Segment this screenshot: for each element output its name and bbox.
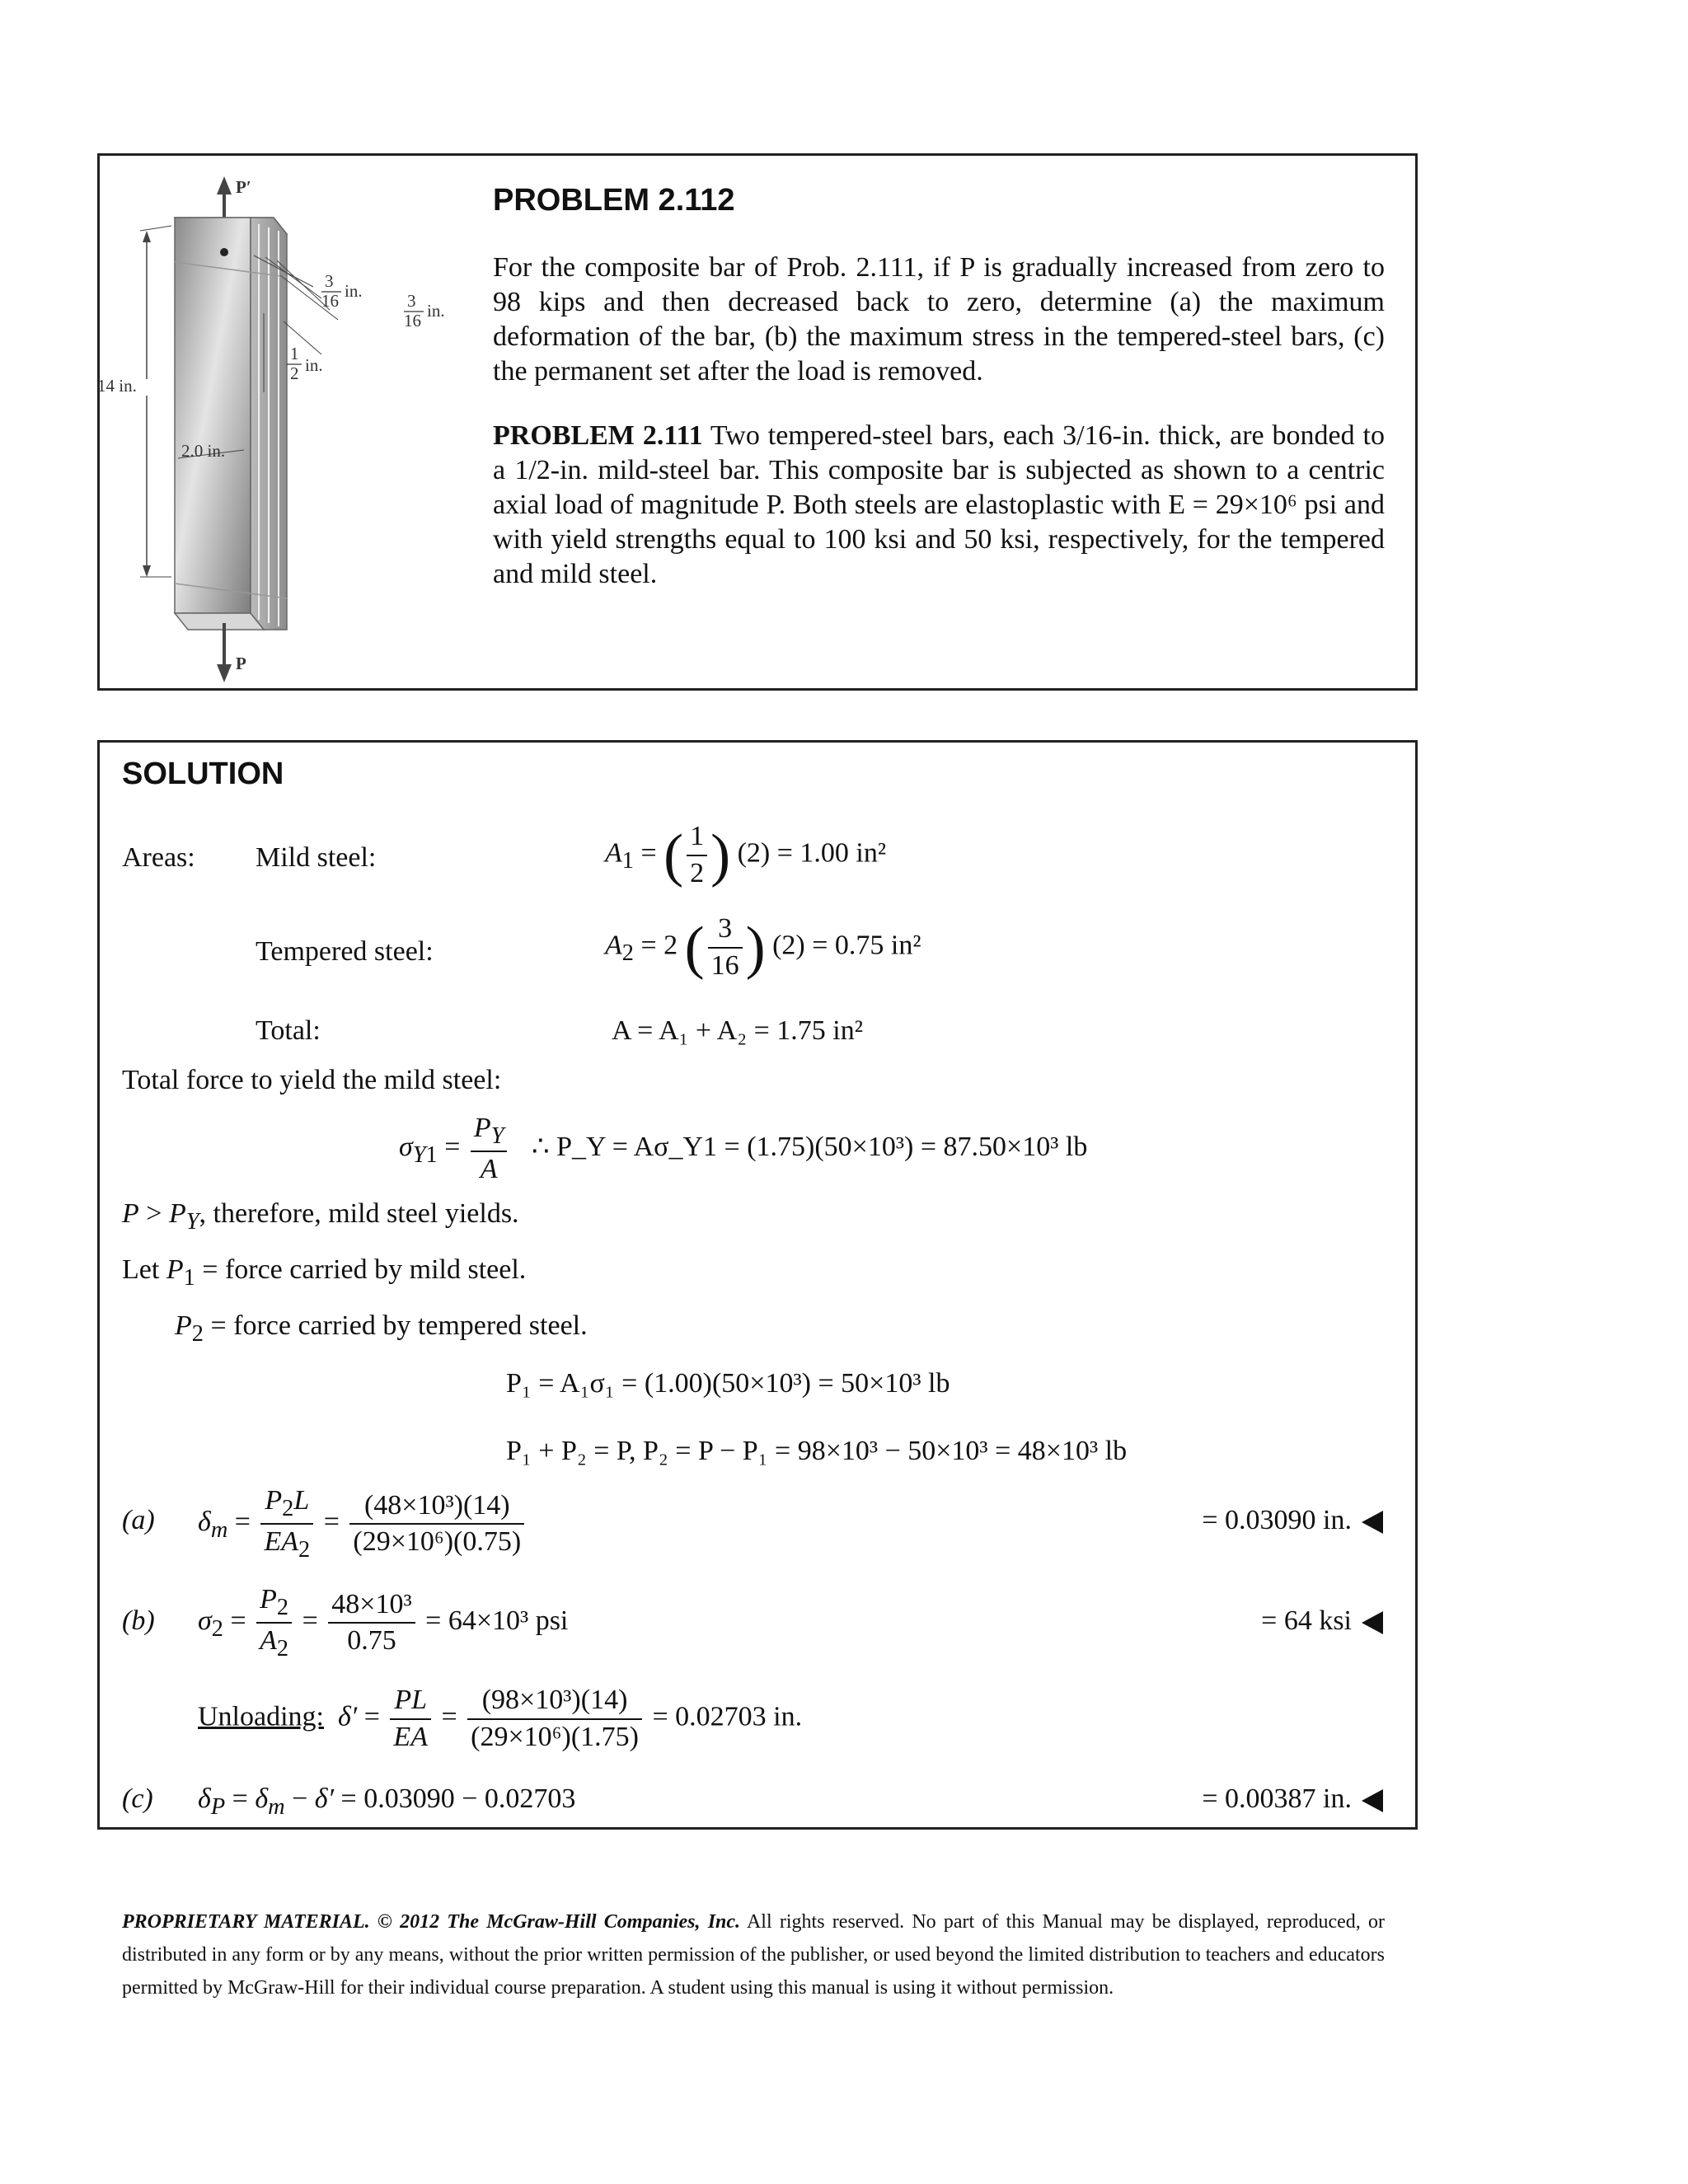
dim-plate-a-unit: in. — [345, 281, 363, 301]
dim-plate-a-num: 3 — [325, 271, 334, 291]
reference-problem — [493, 419, 1385, 592]
answer-marker-icon — [1362, 1789, 1383, 1812]
equation-area-tempered: $A_2 = 2$ ( $\frac{3}{16}$ ) (2) = 0.75 in² — [605, 913, 921, 981]
footer-bold-lead: PROPRIETARY MATERIAL. © 2012 The McGraw-Hill Companies, Inc. — [122, 1911, 741, 1933]
equation-area-mild: $A_1$ = ( $\frac{1}{2}$ ) (2) = 1.00 in² — [605, 821, 887, 888]
equation-p1: P₁ = A₁σ₁ = (1.00)(50×10³) = 50×10³ lb — [506, 1368, 950, 1399]
part-c-label: (c) — [122, 1783, 153, 1814]
reference-problem-title: PROBLEM 2.111 — [493, 420, 703, 451]
dim-width: 2.0 in. — [181, 441, 226, 461]
load-arrow-bottom — [217, 623, 232, 682]
dim-height: 14 in. — [97, 376, 137, 396]
reference-problem-statement: Two tempered-steel bars, each 3/16-in. thick, are bonded to a 1/2-in. mild-steel bar. This composite bar is subjected as shown to a centric axial load of magnitude P. Both steels are elastoplastic with E = 29×10⁶ psi and with yield strengths equal to 100 ksi and 50 ksi, respectively, for the tempered and mild steel. — [493, 420, 1385, 589]
equation-part-a: $\delta_m$ = $\frac{P_2L}{EA_2}$ = $\frac{\text{(48×10³)(14)}}{\text{(29×10⁶)(0.75)}}$ — [198, 1483, 528, 1564]
dim-core-den: 2 — [290, 363, 299, 383]
bar-front-face — [175, 218, 251, 613]
footer-text: All rights reserved. No part of this Manual may be displayed, reproduced, or distributed in any form or by any means, without the prior written permission of the publisher, or used beyond the limited distribution to teachers and educators permitted by McGraw-Hill for their individual course preparation. A student using this manual is using it without permission. — [122, 1911, 1386, 1999]
dim-plate-b-unit: in. — [427, 301, 445, 321]
problem-statement: For the composite bar of Prob. 2.111, if P is gradually increased from zero to 98 kips and then decreased back to zero, determine (a) the maximum deformation of the bar, (b) the maximum stress in the tempered-steel bars, (c) the permanent set after the load is removed. — [493, 252, 1385, 387]
problem-title: PROBLEM 2.112 — [493, 183, 735, 218]
yield-intro: Total force to yield the mild steel: — [122, 1065, 502, 1095]
part-b-answer: = 64 ksi — [1261, 1605, 1383, 1637]
dim-plate-b-den: 16 — [404, 311, 421, 330]
total-label: Total: — [256, 1015, 321, 1046]
equation-yield-force: $\sigma_{Y1}$ = $\frac{P_Y}{A}$ ∴ P_Y = Aσ_Y1 = (1.75)(50×10³) = 87.50×10³ lb — [399, 1113, 1088, 1185]
let-p2: $P_2$ = force carried by tempered steel. — [175, 1310, 588, 1347]
composite-bar-figure — [97, 165, 470, 684]
dim-core-unit: in. — [305, 355, 323, 375]
dim-plate-a-den: 16 — [321, 291, 339, 311]
answer-marker-icon — [1362, 1511, 1383, 1534]
areas-label: Areas: — [122, 842, 195, 873]
equation-p2: P₁ + P₂ = P, P₂ = P − P₁ = 98×10³ − 50×10³ = 48×10³ lb — [506, 1436, 1128, 1466]
answer-marker-icon — [1362, 1611, 1383, 1634]
part-c-answer: = 0.00387 in. — [1202, 1783, 1383, 1815]
equation-area-total: A = A₁ + A₂ = 1.75 in² — [612, 1015, 863, 1046]
copyright-footer — [122, 1905, 1385, 2004]
dim-plate-b-num: 3 — [407, 291, 416, 311]
equation-unloading: Unloading: δ′ = $\frac{PL}{EA}$ = $\frac{\text{(98×10³)(14)}}{\text{(29×10⁶)(1.75)}}$ = 0.02703 in. — [198, 1685, 803, 1752]
load-label-bottom: P — [236, 654, 246, 673]
equation-part-b: $\sigma_2$ = $\frac{P_2}{A_2}$ = $\frac{\text{48×10³}}{0.75}$ = 64×10³ psi — [198, 1584, 569, 1661]
load-label-top: P′ — [236, 177, 251, 197]
tempered-steel-label: Tempered steel: — [256, 936, 434, 967]
part-a-label: (a) — [122, 1505, 155, 1535]
mild-steel-label: Mild steel: — [256, 842, 377, 873]
dim-core-num: 1 — [290, 344, 299, 363]
solution-heading: SOLUTION — [122, 757, 284, 791]
part-a-answer: = 0.03090 in. — [1202, 1505, 1383, 1536]
equation-part-c: $\delta_P = \delta_m - \delta' = 0.03090 - 0.02703$ — [198, 1783, 576, 1820]
let-p1: Let $P_1$ = force carried by mild steel. — [122, 1254, 527, 1291]
part-b-label: (b) — [122, 1605, 155, 1636]
yield-conclusion: $P > P_Y$, therefore, mild steel yields. — [122, 1198, 519, 1235]
